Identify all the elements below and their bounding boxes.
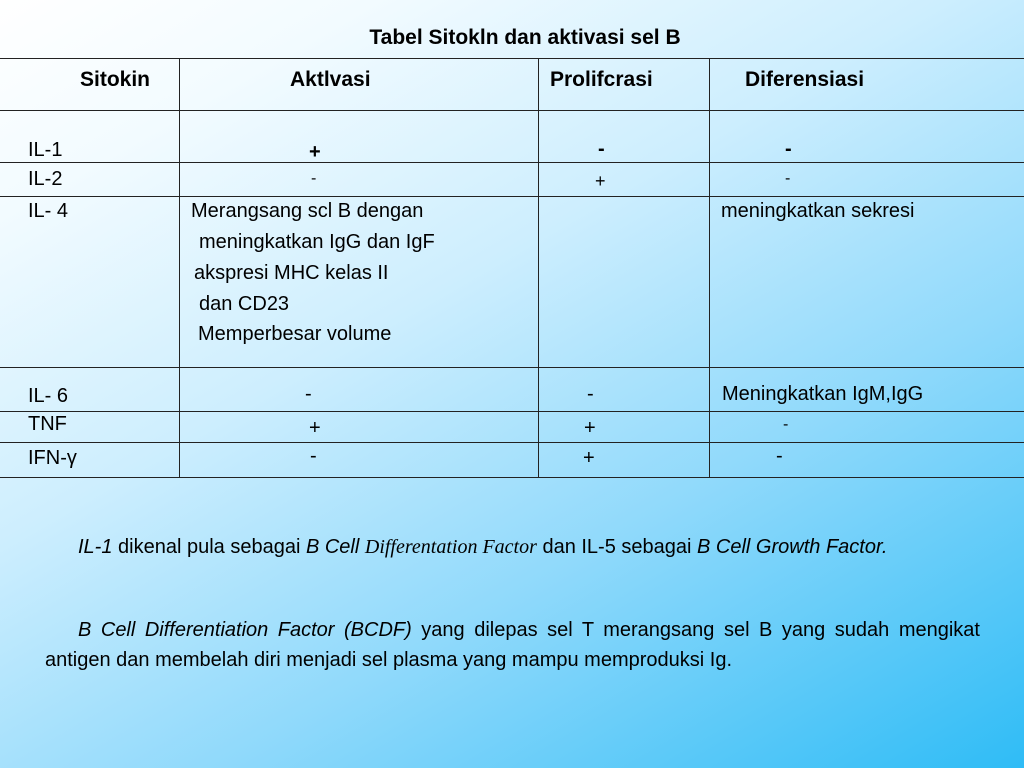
- cell-aktivasi: -: [311, 170, 317, 187]
- table-top-border: [0, 58, 1024, 59]
- header-aktivasi: Aktlvasi: [290, 68, 371, 91]
- cell-sitokin: IFN-γ: [28, 447, 77, 469]
- cell-aktivasi: +: [309, 417, 321, 439]
- paragraph-text: dan IL-5 sebagai: [536, 536, 698, 558]
- cell-sitokin: IL-2: [28, 168, 63, 190]
- cell-sitokin: IL-1: [28, 139, 63, 161]
- cell-diferensiasi: Meningkatkan IgM,IgG: [722, 383, 924, 405]
- cell-diferensiasi: -: [783, 416, 789, 433]
- term-b-cell: B Cell: [305, 536, 360, 558]
- paragraph-il1: [45, 532, 980, 562]
- cell-diferensiasi: meningkatkan sekresi: [721, 200, 915, 222]
- term-b-cell-growth-factor: B Cell Growth Factor.: [697, 536, 888, 558]
- column-divider: [179, 58, 180, 478]
- header-proliferasi: Prolifcrasi: [550, 68, 653, 91]
- cell-diferensiasi: -: [785, 138, 792, 160]
- cell-sitokin: IL- 6: [28, 385, 69, 407]
- column-divider: [538, 58, 539, 478]
- cell-proliferasi: +: [583, 447, 595, 469]
- cell-aktivasi: -: [305, 383, 312, 405]
- row-divider: [0, 162, 1024, 163]
- row-divider: [0, 196, 1024, 197]
- cell-aktivasi-line: Memperbesar volume: [198, 323, 392, 345]
- cell-proliferasi: -: [598, 138, 605, 160]
- header-diferensiasi: Diferensiasi: [745, 68, 865, 91]
- cell-sitokin: IL- 4: [28, 200, 69, 222]
- term-differentation-factor: Differentation Factor: [364, 536, 537, 558]
- paragraph-bcdf: [45, 615, 980, 675]
- header-sitokin: Sitokin: [80, 68, 151, 91]
- table-bottom-border: [0, 477, 1024, 478]
- paragraph-text: dikenal pula sebagai: [112, 536, 306, 558]
- row-divider: [0, 411, 1024, 412]
- cell-aktivasi: -: [310, 445, 317, 467]
- cell-proliferasi: -: [587, 383, 594, 405]
- table-title: Tabel Sitokln dan aktivasi sel B: [369, 26, 681, 49]
- cell-aktivasi-line: akspresi MHC kelas II: [194, 262, 389, 284]
- cell-diferensiasi: -: [785, 170, 791, 187]
- cell-diferensiasi: -: [776, 445, 783, 467]
- cell-aktivasi: +: [309, 141, 321, 163]
- column-divider: [709, 58, 710, 478]
- cell-proliferasi: +: [584, 417, 596, 439]
- cell-aktivasi-line: meningkatkan IgG dan IgF: [199, 231, 435, 253]
- header-divider: [0, 110, 1024, 111]
- cell-aktivasi-line: dan CD23: [199, 293, 290, 315]
- paragraph-text: yang dilepas sel T merangsang sel B yang sudah mengikat antigen dan membelah diri menjadi sel plasma yang mampu memproduksi Ig.: [45, 619, 980, 671]
- row-divider: [0, 442, 1024, 443]
- term-il1: IL-1: [78, 536, 113, 558]
- row-divider: [0, 367, 1024, 368]
- cell-aktivasi-line: Merangsang scl B dengan: [191, 200, 424, 222]
- cell-sitokin: TNF: [28, 413, 67, 435]
- cell-proliferasi: +: [595, 171, 606, 191]
- term-bcdf: B Cell Differentiation Factor (BCDF): [78, 619, 412, 641]
